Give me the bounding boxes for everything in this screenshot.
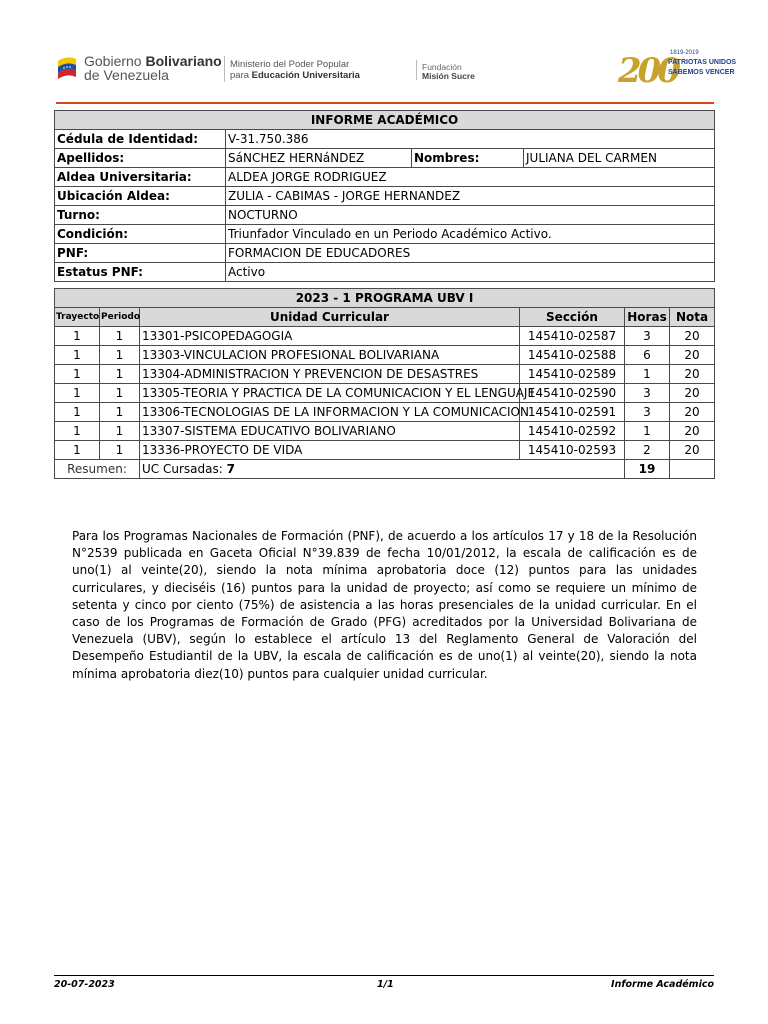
apellidos-value: SáNCHEZ HERNáNDEZ bbox=[226, 149, 412, 168]
col-seccion: Sección bbox=[520, 308, 625, 327]
course-periodo: 1 bbox=[100, 384, 140, 403]
logo-years: 1819-2019 bbox=[670, 50, 699, 56]
venezuela-flag-icon bbox=[56, 55, 78, 83]
course-trayecto: 1 bbox=[55, 422, 100, 441]
logo-text2: SABEMOS VENCER bbox=[668, 69, 735, 76]
condicion-value: Triunfador Vinculado en un Periodo Académico Activo. bbox=[226, 225, 715, 244]
course-periodo: 1 bbox=[100, 422, 140, 441]
course-horas: 1 bbox=[625, 422, 670, 441]
course-trayecto: 1 bbox=[55, 365, 100, 384]
summary-cursadas-value: 7 bbox=[226, 461, 235, 476]
ubicacion-value: ZULIA - CABIMAS - JORGE HERNANDEZ bbox=[226, 187, 715, 206]
course-nota: 20 bbox=[670, 327, 715, 346]
ministry-line1: Ministerio del Poder Popular bbox=[230, 59, 350, 70]
aldea-label: Aldea Universitaria: bbox=[55, 168, 226, 187]
course-unidad: 13303-VINCULACION PROFESIONAL BOLIVARIANA bbox=[140, 346, 520, 365]
foundation-line2: Misión Sucre bbox=[422, 71, 475, 81]
course-unidad: 13336-PROYECTO DE VIDA bbox=[140, 441, 520, 460]
summary-nota-empty bbox=[670, 460, 715, 479]
footer-date: 20-07-2023 bbox=[54, 979, 115, 990]
course-seccion: 145410-02592 bbox=[520, 422, 625, 441]
course-periodo: 1 bbox=[100, 365, 140, 384]
course-periodo: 1 bbox=[100, 346, 140, 365]
header-accent-line bbox=[56, 102, 714, 104]
course-unidad: 13307-SISTEMA EDUCATIVO BOLIVARIANO bbox=[140, 422, 520, 441]
ministry-line2: para Educación Universitaria bbox=[230, 70, 360, 81]
col-trayecto: Trayecto bbox=[55, 308, 100, 327]
course-horas: 3 bbox=[625, 403, 670, 422]
header-divider bbox=[416, 60, 417, 80]
condicion-label: Condición: bbox=[55, 225, 226, 244]
cedula-value: V-31.750.386 bbox=[226, 130, 715, 149]
government-name-line2: de Venezuela bbox=[84, 67, 169, 83]
course-row bbox=[55, 365, 715, 384]
course-nota: 20 bbox=[670, 403, 715, 422]
course-horas: 2 bbox=[625, 441, 670, 460]
turno-label: Turno: bbox=[55, 206, 226, 225]
course-unidad: 13306-TECNOLOGIAS DE LA INFORMACION Y LA COMUNICACION bbox=[140, 403, 520, 422]
course-nota: 20 bbox=[670, 346, 715, 365]
apellidos-label: Apellidos: bbox=[55, 149, 226, 168]
col-unidad: Unidad Curricular bbox=[140, 308, 520, 327]
course-horas: 3 bbox=[625, 384, 670, 403]
estatus-label: Estatus PNF: bbox=[55, 263, 226, 282]
course-nota: 20 bbox=[670, 441, 715, 460]
program-title: 2023 - 1 PROGRAMA UBV I bbox=[55, 289, 715, 308]
course-row bbox=[55, 403, 715, 422]
course-horas: 1 bbox=[625, 365, 670, 384]
course-horas: 6 bbox=[625, 346, 670, 365]
course-horas: 3 bbox=[625, 327, 670, 346]
course-periodo: 1 bbox=[100, 327, 140, 346]
course-seccion: 145410-02591 bbox=[520, 403, 625, 422]
grading-scale-note: Para los Programas Nacionales de Formación (PNF), de acuerdo a los artículos 17 y 18 de la Resolución N°2539 publicada en Gaceta Oficial N°39.839 de fecha 10/01/2012, la escala de calificación es de uno(1) al veinte(20), siendo la nota mínima aprobatoria doce (12) puntos para las unidades curriculares, y dieciséis (16) puntos para la unidad de proyecto; así como se requiere un mínimo de setenta y cinco por ciento (75%) de asistencia a las horas presenciales de la unidad curricular. En el caso de los Programas de Formación de Grado (PFG) acreditados por la Universidad Bolivariana de Venezuela (UBV), según lo establece el artículo 13 del Reglamento General de Valoración del Desempeño Estudiantil de la UBV, la escala de calificación es de uno(1) al veinte(20), siendo la nota mínima aprobatoria diez(10) puntos para cualquier unidad curricular. bbox=[72, 529, 697, 681]
nombres-value: JULIANA DEL CARMEN bbox=[524, 149, 715, 168]
course-seccion: 145410-02587 bbox=[520, 327, 625, 346]
course-unidad: 13304-ADMINISTRACION Y PREVENCION DE DESASTRES bbox=[140, 365, 520, 384]
bicentennial-logo bbox=[618, 42, 737, 91]
footer-rule bbox=[54, 975, 714, 976]
course-unidad: 13301-PSICOPEDAGOGIA bbox=[140, 327, 520, 346]
col-horas: Horas bbox=[625, 308, 670, 327]
foundation-line1: Fundación bbox=[422, 62, 462, 72]
course-seccion: 145410-02588 bbox=[520, 346, 625, 365]
course-periodo: 1 bbox=[100, 403, 140, 422]
pnf-value: FORMACION DE EDUCADORES bbox=[226, 244, 715, 263]
summary-cursadas: UC Cursadas: 7 bbox=[140, 460, 625, 479]
course-row bbox=[55, 384, 715, 403]
ubicacion-label: Ubicación Aldea: bbox=[55, 187, 226, 206]
turno-value: NOCTURNO bbox=[226, 206, 715, 225]
course-nota: 20 bbox=[670, 422, 715, 441]
summary-total-horas: 19 bbox=[625, 460, 670, 479]
course-row bbox=[55, 346, 715, 365]
course-seccion: 145410-02590 bbox=[520, 384, 625, 403]
course-nota: 20 bbox=[670, 384, 715, 403]
col-nota: Nota bbox=[670, 308, 715, 327]
course-trayecto: 1 bbox=[55, 346, 100, 365]
course-row bbox=[55, 422, 715, 441]
course-periodo: 1 bbox=[100, 441, 140, 460]
aldea-value: ALDEA JORGE RODRIGUEZ bbox=[226, 168, 715, 187]
courses-table bbox=[54, 288, 715, 479]
logo-text1: PATRIOTAS UNIDOS bbox=[668, 59, 737, 66]
report-title: INFORME ACADÉMICO bbox=[55, 111, 715, 130]
government-name-line1: Gobierno Bolivariano bbox=[84, 53, 222, 69]
footer-doc-name: Informe Académico bbox=[611, 979, 714, 990]
course-trayecto: 1 bbox=[55, 384, 100, 403]
course-seccion: 145410-02589 bbox=[520, 365, 625, 384]
course-trayecto: 1 bbox=[55, 441, 100, 460]
course-trayecto: 1 bbox=[55, 403, 100, 422]
course-seccion: 145410-02593 bbox=[520, 441, 625, 460]
nombres-label: Nombres: bbox=[412, 149, 524, 168]
col-periodo: Periodo bbox=[100, 308, 140, 327]
cedula-label: Cédula de Identidad: bbox=[55, 130, 226, 149]
course-trayecto: 1 bbox=[55, 327, 100, 346]
course-row bbox=[55, 441, 715, 460]
pnf-label: PNF: bbox=[55, 244, 226, 263]
courses-header-row bbox=[55, 308, 715, 327]
course-row bbox=[55, 327, 715, 346]
logo-number: 200 bbox=[618, 51, 677, 91]
estatus-value: Activo bbox=[226, 263, 715, 282]
student-info-table bbox=[54, 110, 715, 282]
summary-label: Resumen: bbox=[55, 460, 140, 479]
header-divider bbox=[224, 56, 225, 82]
footer-page-number: 1/1 bbox=[377, 979, 394, 990]
course-unidad: 13305-TEORIA Y PRACTICA DE LA COMUNICACION Y EL LENGUAJE bbox=[140, 384, 520, 403]
course-nota: 20 bbox=[670, 365, 715, 384]
summary-row bbox=[55, 460, 715, 479]
